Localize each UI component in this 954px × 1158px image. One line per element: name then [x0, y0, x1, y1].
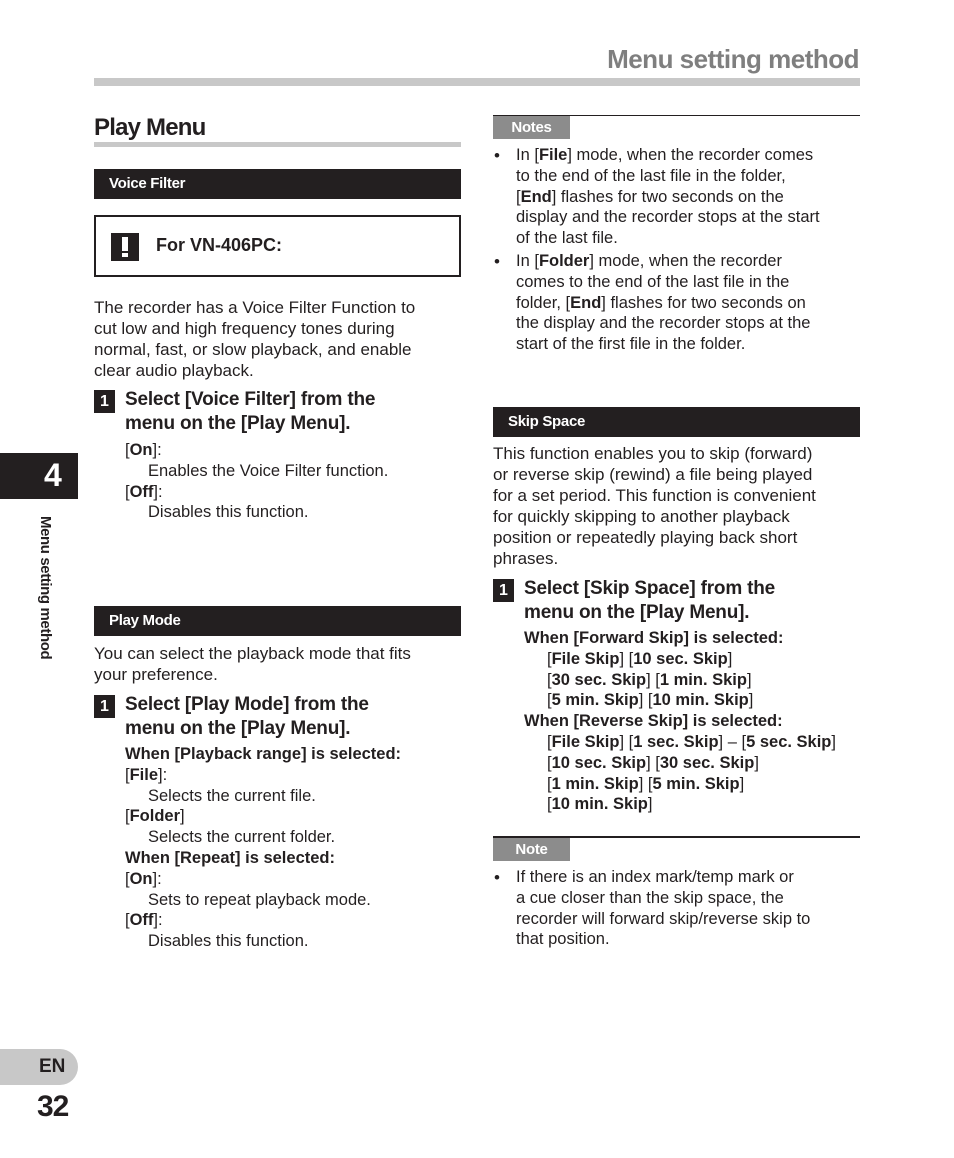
page-number: 32 [37, 1090, 69, 1123]
voice-filter-step: Select [Voice Filter] from the menu on the [Play Menu]. [125, 389, 376, 434]
intro-line: The recorder has a Voice Filter Function to [94, 298, 416, 317]
notes-label: Notes [493, 116, 570, 139]
section-rule [94, 142, 461, 147]
step-number: 1 [493, 579, 514, 602]
chapter-tab [0, 453, 78, 499]
intro-line: clear audio playback. [94, 361, 254, 380]
header-rule [94, 78, 860, 86]
language-badge [0, 1049, 78, 1085]
chapter-number: 4 [44, 457, 62, 493]
play-mode-bar: Play Mode [94, 606, 461, 636]
note-item: • If there is an index mark/temp mark or a cue closer than the skip space, the recorder will forward skip/reverse skip to that position. [516, 867, 860, 950]
note-label: Note [493, 838, 570, 861]
skip-space-options: When [Forward Skip] is selected: [File Skip] [10 sec. Skip] [30 sec. Skip] [1 min. Skip] [5 min. Skip] [10 min. Skip] When [Reverse Skip] is selected: [File Skip] [1 sec. Skip] – [5 sec. Skip] [10 sec. Skip] [30 sec. Skip] [1 min. Skip] [5 min. Skip] [10 min. Skip] [524, 629, 836, 814]
notes-list [493, 145, 860, 357]
intro-line: for quickly skipping to another playback [493, 507, 790, 526]
intro-line: for a set period. This function is convenient [493, 486, 816, 505]
skip-space-step: Select [Skip Space] from the menu on the [Play Menu]. [524, 578, 775, 623]
warning-text: For VN-406PC: [156, 235, 283, 255]
intro-line: your preference. [94, 665, 218, 684]
note-list [493, 867, 860, 952]
play-mode-intro [94, 643, 411, 685]
intro-line: phrases. [493, 549, 559, 568]
note-item: • In [File] mode, when the recorder comes to the end of the last file in the folder, [End] flashes for two seconds on the display and the recorder stops at the start of the last file. [516, 145, 860, 249]
skip-space-bar: Skip Space [493, 407, 860, 437]
intro-line: This function enables you to skip (forward) [493, 444, 813, 463]
play-mode-options: When [Playback range] is selected: [File]: Selects the current file. [Folder] Selects the current folder. When [Repeat] is selected: [On]: Sets to repeat playback mode. [Off]: Disables this function. [125, 745, 402, 951]
intro-line: or reverse skip (rewind) a file being played [493, 465, 813, 484]
intro-line: cut low and high frequency tones during [94, 319, 395, 338]
play-mode-step: Select [Play Mode] from the menu on the [Play Menu]. [125, 694, 369, 739]
warning-box [94, 215, 461, 277]
language-label: EN [39, 1056, 66, 1077]
voice-filter-intro [94, 297, 415, 381]
step-number: 1 [94, 390, 115, 413]
step-number: 1 [94, 695, 115, 718]
intro-line: You can select the playback mode that fits [94, 644, 411, 663]
intro-line: normal, fast, or slow playback, and enable [94, 340, 412, 359]
exclamation-icon [111, 233, 139, 261]
skip-space-intro [493, 443, 816, 569]
note-item: • In [Folder] mode, when the recorder comes to the end of the last file in the folder, [End] flashes for two seconds on the display and the recorder stops at the start of the first file in the folder. [516, 251, 860, 355]
section-title: Play Menu [94, 114, 206, 141]
page-header-title: Menu setting method [607, 44, 859, 74]
voice-filter-options: [On]: Enables the Voice Filter function. [Off]: Disables this function. [125, 441, 389, 522]
intro-line: position or repeatedly playing back short [493, 528, 798, 547]
chapter-side-label: Menu setting method [37, 516, 54, 660]
voice-filter-bar: Voice Filter [94, 169, 461, 199]
